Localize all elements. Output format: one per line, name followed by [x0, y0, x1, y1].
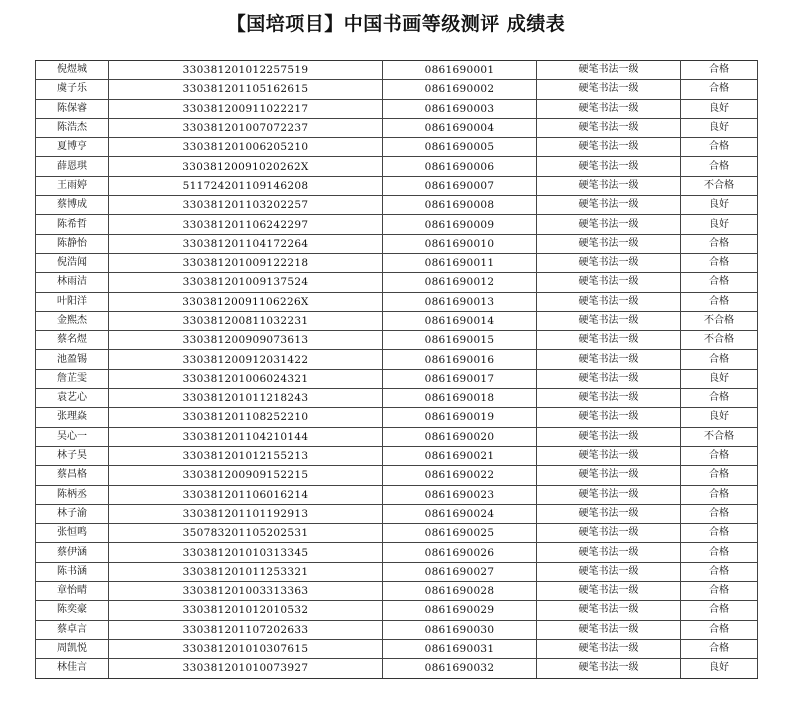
id-number-cell: 330381201006024321	[109, 369, 383, 388]
result-cell: 不合格	[681, 427, 758, 446]
result-cell: 良好	[681, 99, 758, 118]
exam-number-cell: 0861690006	[383, 157, 537, 176]
id-number-cell: 330381201012155213	[109, 446, 383, 465]
table-row	[36, 620, 758, 639]
exam-number-cell: 0861690004	[383, 118, 537, 137]
level-cell: 硬笔书法一级	[537, 273, 681, 292]
exam-number-cell: 0861690001	[383, 61, 537, 80]
level-cell: 硬笔书法一级	[537, 562, 681, 581]
exam-number-cell: 0861690024	[383, 504, 537, 523]
level-cell: 硬笔书法一级	[537, 61, 681, 80]
level-cell: 硬笔书法一级	[537, 446, 681, 465]
id-number-cell: 330381201007072237	[109, 118, 383, 137]
exam-number-cell: 0861690030	[383, 620, 537, 639]
id-number-cell: 330381200911022217	[109, 99, 383, 118]
id-number-cell: 330381201010073927	[109, 659, 383, 678]
table-row	[36, 176, 758, 195]
table-row	[36, 99, 758, 118]
student-name-cell: 倪煜城	[36, 61, 109, 80]
table-row	[36, 601, 758, 620]
table-row	[36, 311, 758, 330]
student-name-cell: 陈静怡	[36, 234, 109, 253]
level-cell: 硬笔书法一级	[537, 466, 681, 485]
table-row	[36, 196, 758, 215]
level-cell: 硬笔书法一级	[537, 292, 681, 311]
id-number-cell: 330381201104172264	[109, 234, 383, 253]
id-number-cell: 330381201009122218	[109, 253, 383, 272]
level-cell: 硬笔书法一级	[537, 80, 681, 99]
level-cell: 硬笔书法一级	[537, 157, 681, 176]
id-number-cell: 330381201012010532	[109, 601, 383, 620]
level-cell: 硬笔书法一级	[537, 485, 681, 504]
student-name-cell: 蔡伊涵	[36, 543, 109, 562]
table-row	[36, 138, 758, 157]
table-row	[36, 485, 758, 504]
table-row	[36, 80, 758, 99]
id-number-cell: 33038120091020262X	[109, 157, 383, 176]
table-row	[36, 582, 758, 601]
id-number-cell: 330381200811032231	[109, 311, 383, 330]
result-cell: 合格	[681, 234, 758, 253]
result-cell: 合格	[681, 543, 758, 562]
student-name-cell: 蔡名煜	[36, 331, 109, 350]
student-name-cell: 吴心一	[36, 427, 109, 446]
level-cell: 硬笔书法一级	[537, 176, 681, 195]
result-cell: 合格	[681, 389, 758, 408]
student-name-cell: 叶阳洋	[36, 292, 109, 311]
result-cell: 合格	[681, 620, 758, 639]
id-number-cell: 350783201105202531	[109, 524, 383, 543]
result-cell: 合格	[681, 601, 758, 620]
table-row	[36, 504, 758, 523]
student-name-cell: 林佳言	[36, 659, 109, 678]
result-cell: 良好	[681, 369, 758, 388]
level-cell: 硬笔书法一级	[537, 138, 681, 157]
exam-number-cell: 0861690029	[383, 601, 537, 620]
exam-number-cell: 0861690007	[383, 176, 537, 195]
student-name-cell: 金熙杰	[36, 311, 109, 330]
result-cell: 合格	[681, 350, 758, 369]
level-cell: 硬笔书法一级	[537, 524, 681, 543]
exam-number-cell: 0861690003	[383, 99, 537, 118]
result-cell: 良好	[681, 659, 758, 678]
student-name-cell: 陈奕豪	[36, 601, 109, 620]
exam-number-cell: 0861690012	[383, 273, 537, 292]
exam-number-cell: 0861690022	[383, 466, 537, 485]
id-number-cell: 511724201109146208	[109, 176, 383, 195]
table-row	[36, 234, 758, 253]
level-cell: 硬笔书法一级	[537, 369, 681, 388]
result-cell: 合格	[681, 80, 758, 99]
score-table	[35, 60, 758, 679]
level-cell: 硬笔书法一级	[537, 639, 681, 658]
result-cell: 不合格	[681, 311, 758, 330]
level-cell: 硬笔书法一级	[537, 311, 681, 330]
student-name-cell: 陈浩杰	[36, 118, 109, 137]
table-row	[36, 446, 758, 465]
student-name-cell: 蔡卓言	[36, 620, 109, 639]
table-row	[36, 157, 758, 176]
student-name-cell: 虞子乐	[36, 80, 109, 99]
table-row	[36, 61, 758, 80]
id-number-cell: 330381201105162615	[109, 80, 383, 99]
result-cell: 合格	[681, 273, 758, 292]
student-name-cell: 陈保睿	[36, 99, 109, 118]
level-cell: 硬笔书法一级	[537, 543, 681, 562]
table-row	[36, 253, 758, 272]
table-row	[36, 273, 758, 292]
level-cell: 硬笔书法一级	[537, 253, 681, 272]
result-cell: 不合格	[681, 176, 758, 195]
exam-number-cell: 0861690011	[383, 253, 537, 272]
level-cell: 硬笔书法一级	[537, 408, 681, 427]
exam-number-cell: 0861690028	[383, 582, 537, 601]
table-row	[36, 639, 758, 658]
exam-number-cell: 0861690002	[383, 80, 537, 99]
exam-number-cell: 0861690010	[383, 234, 537, 253]
id-number-cell: 330381201012257519	[109, 61, 383, 80]
level-cell: 硬笔书法一级	[537, 659, 681, 678]
exam-number-cell: 0861690005	[383, 138, 537, 157]
id-number-cell: 330381201011218243	[109, 389, 383, 408]
result-cell: 不合格	[681, 331, 758, 350]
table-row	[36, 543, 758, 562]
result-cell: 合格	[681, 562, 758, 581]
table-row	[36, 331, 758, 350]
student-name-cell: 林雨洁	[36, 273, 109, 292]
exam-number-cell: 0861690023	[383, 485, 537, 504]
id-number-cell: 330381201104210144	[109, 427, 383, 446]
student-name-cell: 夏博亨	[36, 138, 109, 157]
level-cell: 硬笔书法一级	[537, 99, 681, 118]
level-cell: 硬笔书法一级	[537, 582, 681, 601]
student-name-cell: 张理焱	[36, 408, 109, 427]
result-cell: 良好	[681, 408, 758, 427]
student-name-cell: 池盈锡	[36, 350, 109, 369]
level-cell: 硬笔书法一级	[537, 234, 681, 253]
exam-number-cell: 0861690031	[383, 639, 537, 658]
table-row	[36, 408, 758, 427]
id-number-cell: 330381200909073613	[109, 331, 383, 350]
level-cell: 硬笔书法一级	[537, 118, 681, 137]
student-name-cell: 周凯悦	[36, 639, 109, 658]
id-number-cell: 330381201108252210	[109, 408, 383, 427]
table-row	[36, 562, 758, 581]
table-row	[36, 118, 758, 137]
exam-number-cell: 0861690021	[383, 446, 537, 465]
result-cell: 良好	[681, 215, 758, 234]
id-number-cell: 330381201107202633	[109, 620, 383, 639]
result-cell: 合格	[681, 446, 758, 465]
student-name-cell: 张恒鸣	[36, 524, 109, 543]
result-cell: 合格	[681, 466, 758, 485]
result-cell: 合格	[681, 157, 758, 176]
table-row	[36, 292, 758, 311]
result-cell: 合格	[681, 138, 758, 157]
table-row	[36, 427, 758, 446]
level-cell: 硬笔书法一级	[537, 601, 681, 620]
result-cell: 合格	[681, 61, 758, 80]
exam-number-cell: 0861690014	[383, 311, 537, 330]
student-name-cell: 蔡博成	[36, 196, 109, 215]
exam-number-cell: 0861690015	[383, 331, 537, 350]
student-name-cell: 章怡晴	[36, 582, 109, 601]
exam-number-cell: 0861690020	[383, 427, 537, 446]
student-name-cell: 蔡昌格	[36, 466, 109, 485]
result-cell: 合格	[681, 639, 758, 658]
result-cell: 合格	[681, 504, 758, 523]
exam-number-cell: 0861690026	[383, 543, 537, 562]
result-cell: 良好	[681, 118, 758, 137]
exam-number-cell: 0861690018	[383, 389, 537, 408]
id-number-cell: 330381201106242297	[109, 215, 383, 234]
id-number-cell: 330381201006205210	[109, 138, 383, 157]
result-cell: 合格	[681, 292, 758, 311]
id-number-cell: 33038120091106226X	[109, 292, 383, 311]
student-name-cell: 薛恩琪	[36, 157, 109, 176]
id-number-cell: 330381201101192913	[109, 504, 383, 523]
level-cell: 硬笔书法一级	[537, 389, 681, 408]
level-cell: 硬笔书法一级	[537, 504, 681, 523]
score-table-body	[36, 61, 758, 679]
id-number-cell: 330381201010307615	[109, 639, 383, 658]
table-row	[36, 524, 758, 543]
level-cell: 硬笔书法一级	[537, 215, 681, 234]
exam-number-cell: 0861690032	[383, 659, 537, 678]
student-name-cell: 林子昊	[36, 446, 109, 465]
id-number-cell: 330381201011253321	[109, 562, 383, 581]
student-name-cell: 陈柄丞	[36, 485, 109, 504]
id-number-cell: 330381201010313345	[109, 543, 383, 562]
level-cell: 硬笔书法一级	[537, 620, 681, 639]
exam-number-cell: 0861690019	[383, 408, 537, 427]
table-row	[36, 369, 758, 388]
result-cell: 良好	[681, 196, 758, 215]
result-cell: 合格	[681, 485, 758, 504]
exam-number-cell: 0861690013	[383, 292, 537, 311]
table-row	[36, 466, 758, 485]
level-cell: 硬笔书法一级	[537, 331, 681, 350]
exam-number-cell: 0861690016	[383, 350, 537, 369]
id-number-cell: 330381201009137524	[109, 273, 383, 292]
level-cell: 硬笔书法一级	[537, 427, 681, 446]
result-cell: 合格	[681, 524, 758, 543]
student-name-cell: 林子渝	[36, 504, 109, 523]
id-number-cell: 330381200912031422	[109, 350, 383, 369]
page-title: 【国培项目】中国书画等级测评 成绩表	[226, 13, 566, 35]
student-name-cell: 倪浩闻	[36, 253, 109, 272]
id-number-cell: 330381201106016214	[109, 485, 383, 504]
level-cell: 硬笔书法一级	[537, 196, 681, 215]
exam-number-cell: 0861690008	[383, 196, 537, 215]
level-cell: 硬笔书法一级	[537, 350, 681, 369]
table-row	[36, 389, 758, 408]
result-cell: 合格	[681, 582, 758, 601]
student-name-cell: 陈希哲	[36, 215, 109, 234]
table-row	[36, 215, 758, 234]
exam-number-cell: 0861690017	[383, 369, 537, 388]
student-name-cell: 陈书涵	[36, 562, 109, 581]
table-row	[36, 350, 758, 369]
id-number-cell: 330381201003313363	[109, 582, 383, 601]
student-name-cell: 詹芷雯	[36, 369, 109, 388]
id-number-cell: 330381200909152215	[109, 466, 383, 485]
student-name-cell: 袁艺心	[36, 389, 109, 408]
student-name-cell: 王雨婷	[36, 176, 109, 195]
table-row	[36, 659, 758, 678]
id-number-cell: 330381201103202257	[109, 196, 383, 215]
exam-number-cell: 0861690025	[383, 524, 537, 543]
exam-number-cell: 0861690009	[383, 215, 537, 234]
exam-number-cell: 0861690027	[383, 562, 537, 581]
result-cell: 合格	[681, 253, 758, 272]
